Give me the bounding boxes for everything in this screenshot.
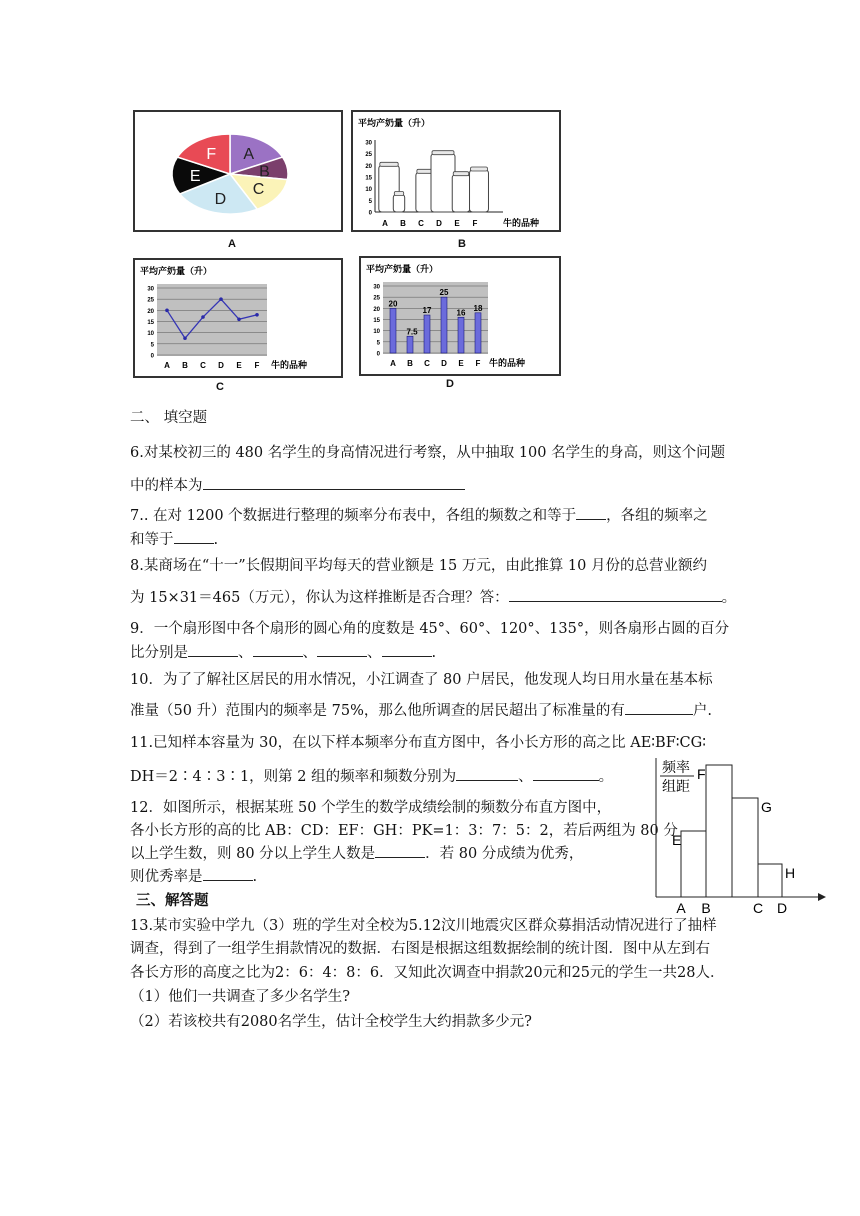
- b-jar-f: [470, 170, 489, 212]
- panel-d-barchart: [359, 256, 561, 376]
- x-tick-label: C: [200, 361, 206, 370]
- b-jar-d: [431, 154, 455, 212]
- x-tick-label: D: [441, 359, 447, 368]
- q7-blank-2[interactable]: [174, 529, 214, 545]
- q12-line3: 以上学生数，则 80 分以上学生人数是 ．若 80 分成绩为优秀，: [130, 842, 583, 863]
- histogram-bar-label: E: [672, 832, 682, 848]
- panel-c-linechart: [133, 258, 343, 378]
- b-jar-lid: [380, 162, 398, 166]
- section-fill-blank-heading: 二、 填空题: [130, 410, 208, 426]
- q13-line2: 调查，得到了一组学生捐款情况的数据．右图是根据这组数据绘制的统计图．图中从左到右: [130, 941, 710, 957]
- b-jar-e: [452, 175, 470, 212]
- x-tick-label: C: [424, 359, 430, 368]
- pie-chart: [135, 112, 341, 230]
- y-tick-label: 30: [147, 286, 154, 293]
- y-tick-label: 30: [373, 284, 380, 291]
- pie-label-e: E: [189, 168, 201, 186]
- y-tick-label: 10: [365, 187, 372, 194]
- q9-blank-4[interactable]: [382, 642, 432, 658]
- b-xlabel: 牛的品种: [503, 218, 540, 228]
- pie-label-d: D: [214, 190, 227, 208]
- y-tick-label: 5: [376, 340, 380, 347]
- c-xlabel: 牛的品种: [271, 360, 308, 370]
- y-tick-label: 15: [147, 320, 154, 326]
- x-tick-label: E: [236, 361, 242, 370]
- c-point-e: [237, 317, 241, 321]
- x-tick-label: E: [458, 359, 464, 368]
- pie-label-c: C: [252, 181, 265, 199]
- d-xlabel: 牛的品种: [489, 358, 526, 368]
- caption-d: D: [446, 378, 454, 390]
- q11-line2: DH＝2∶4∶3∶1，则第 2 组的频率和频数分别为 、 。: [130, 765, 613, 786]
- x-tick-label: C: [418, 219, 424, 228]
- histogram-bar-label: H: [785, 865, 796, 881]
- q11-blank-1[interactable]: [456, 766, 518, 782]
- q12-blank-1[interactable]: [375, 843, 425, 859]
- y-tick-label: 5: [368, 198, 372, 205]
- x-tick-label: B: [182, 361, 188, 370]
- d-bar-a: [390, 308, 396, 353]
- histogram-x-label: A: [676, 900, 686, 916]
- y-tick-label: 10: [373, 329, 380, 336]
- y-tick-label: 0: [150, 353, 154, 360]
- q13-line3: 各长方形的高度之比为2：6：4：8：6．又知此次调查中捐款20元和25元的学生一共28人．: [130, 965, 725, 981]
- c-point-a: [165, 309, 169, 313]
- d-bar-c: [424, 315, 430, 353]
- x-tick-label: B: [407, 359, 413, 368]
- q12-line1: 12．如图所示，根据某班 50 个学生的数学成绩绘制的频数分布直方图中，: [130, 800, 612, 816]
- c-point-d: [219, 297, 223, 301]
- d-value-label: 7.5: [406, 327, 418, 337]
- d-value-label: 25: [439, 288, 449, 298]
- q9-blank-3[interactable]: [317, 642, 367, 658]
- x-tick-label: D: [218, 361, 224, 370]
- d-value-label: 18: [473, 303, 483, 313]
- y-tick-label: 30: [365, 140, 372, 147]
- q10-answer-blank[interactable]: [625, 700, 693, 716]
- y-tick-label: 25: [147, 297, 154, 304]
- c-point-b: [183, 336, 187, 340]
- histogram-bar-h: [758, 864, 782, 897]
- q7-blank-1[interactable]: [576, 505, 606, 521]
- y-tick-label: 0: [376, 351, 380, 358]
- x-tick-label: A: [382, 219, 388, 228]
- b-jar-lid: [394, 192, 403, 196]
- x-tick-label: B: [400, 219, 406, 228]
- histogram-ylabel-bottom: 组距: [662, 778, 690, 794]
- histogram-ylabel-top: 频率: [662, 759, 690, 775]
- q7-line2: 和等于 .: [130, 528, 218, 549]
- y-tick-label: 25: [365, 152, 372, 159]
- d-bar-e: [458, 317, 464, 353]
- panel-b-pictograph: [351, 110, 561, 232]
- y-tick-label: 15: [365, 175, 372, 182]
- q7-line1: 7.. 在对 1200 个数据进行整理的频率分布表中，各组的频数之和等于 ，各组的频率之: [130, 504, 708, 525]
- histogram-bar-f: [706, 765, 732, 897]
- q11-line1: 11.已知样本容量为 30，在以下样本频率分布直方图中，各小长方形的高之比 AE∶BF∶CG∶: [130, 735, 706, 751]
- d-title: 平均产奶量（升）: [366, 264, 439, 274]
- q12-blank-2[interactable]: [203, 866, 253, 882]
- x-tick-label: A: [390, 359, 396, 368]
- x-tick-label: A: [164, 361, 170, 370]
- q9-line1: 9．一个扇形图中各个扇形的圆心角的度数是 45°、60°、120°、135°，则各扇形占圆的百分: [130, 621, 730, 637]
- y-tick-label: 10: [147, 331, 154, 338]
- b-jar-b: [393, 195, 404, 213]
- pie-label-f: F: [206, 146, 217, 164]
- x-tick-label: F: [254, 361, 260, 370]
- histogram-x-label: D: [776, 900, 788, 916]
- q10-line1: 10．为了了解社区居民的用水情况，小江调查了 80 户居民，他发现人均日用水量在基本标: [130, 672, 713, 688]
- q6-line2: [130, 474, 465, 495]
- q9-blank-1[interactable]: [188, 642, 238, 658]
- pie-label-b: B: [259, 163, 270, 181]
- q11-blank-2[interactable]: [533, 766, 599, 782]
- b-title: 平均产奶量（升）: [358, 118, 431, 128]
- b-jar-lid: [453, 172, 469, 176]
- q13-q2: （2）若该校共有2080名学生，估计全校学生大约捐款多少元?: [130, 1014, 532, 1030]
- y-tick-label: 5: [150, 342, 154, 349]
- pie-label-a: A: [243, 146, 255, 164]
- c-title: 平均产奶量（升）: [140, 266, 213, 276]
- b-jar-lid: [432, 151, 454, 155]
- d-value-label: 17: [422, 306, 432, 316]
- c-point-f: [255, 313, 259, 317]
- histogram-bar-g: [732, 798, 758, 897]
- q8-answer-blank[interactable]: [509, 587, 722, 603]
- caption-a: A: [228, 238, 236, 250]
- x-tick-label: F: [472, 219, 478, 228]
- d-bar-d: [441, 297, 447, 353]
- caption-b: B: [458, 238, 466, 250]
- histogram-bar-label: G: [761, 799, 772, 815]
- q10-line2: 准量（50 升）范围内的频率是 75%，那么他所调查的居民超出了标准量的有 户.: [130, 699, 712, 720]
- d-bar-f: [475, 313, 481, 353]
- c-point-c: [201, 315, 205, 319]
- x-tick-label: E: [454, 219, 460, 228]
- q6-text: 中的样本为: [130, 478, 203, 494]
- d-value-label: 16: [456, 308, 466, 318]
- d-bar-b: [407, 336, 413, 353]
- b-jar-lid: [471, 167, 488, 171]
- q13-line1: 13.某市实验中学九（3）班的学生对全校为5.12汶川地震灾区群众募捐活动情况进行了抽样: [130, 918, 717, 934]
- histogram-x-label: C: [752, 900, 764, 916]
- y-tick-label: 20: [147, 308, 154, 315]
- d-value-label: 20: [388, 299, 398, 309]
- q9-blank-2[interactable]: [253, 642, 303, 658]
- y-tick-label: 0: [368, 210, 372, 217]
- q9-line2: 比分别是 、 、 、 .: [130, 641, 436, 662]
- q12-line2: 各小长方形的高的比 AB：CD：EF：GH：PK=1：3：7：5：2，若后两组为 80 分: [130, 823, 678, 839]
- q13-q1: （1）他们一共调查了多少名学生?: [130, 989, 350, 1005]
- q8-line2: 为 15×31＝465（万元），你认为这样推断是否合理？答： 。: [130, 586, 736, 607]
- histogram-bar-label: F: [697, 766, 706, 782]
- x-tick-label: D: [436, 219, 442, 228]
- q6-answer-blank[interactable]: [203, 475, 465, 491]
- section-answer-heading: 三、解答题: [136, 892, 209, 909]
- histogram-x-label: B: [701, 900, 711, 916]
- caption-c: C: [216, 381, 224, 393]
- y-tick-label: 20: [373, 306, 380, 313]
- x-tick-label: F: [475, 359, 481, 368]
- y-tick-label: 15: [373, 318, 380, 324]
- frequency-histogram: [648, 752, 828, 916]
- y-tick-label: 20: [365, 163, 372, 170]
- y-tick-label: 25: [373, 295, 380, 302]
- q12-line4: 则优秀率是 .: [130, 865, 257, 886]
- histogram-bar-e: [681, 831, 706, 897]
- panel-a-pie: [133, 110, 343, 232]
- q6-line1: 6.对某校初三的 480 名学生的身高情况进行考察，从中抽取 100 名学生的身高，则这个问题: [130, 445, 726, 461]
- q8-line1: 8.某商场在“十一”长假期间平均每天的营业额是 15 万元，由此推算 10 月份的总营业额约: [130, 558, 707, 574]
